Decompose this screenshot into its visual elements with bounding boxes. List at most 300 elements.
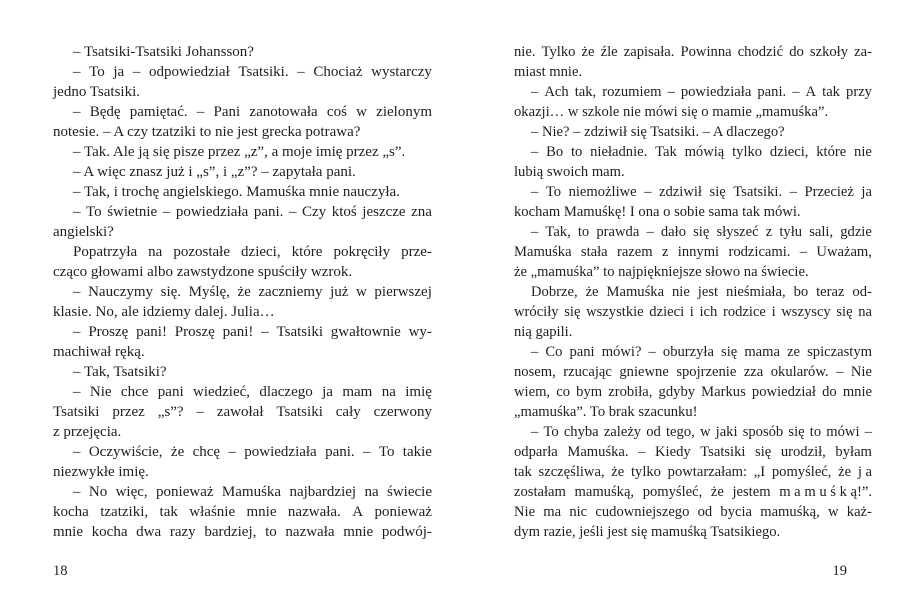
text-line: – Tak, Tsatsiki? xyxy=(73,364,167,380)
word: ja xyxy=(861,184,872,200)
text-line xyxy=(514,482,872,502)
word: mówi? xyxy=(601,344,642,360)
word: tak, xyxy=(574,84,597,100)
word: – xyxy=(799,244,808,260)
word: – xyxy=(73,324,81,340)
paragraph xyxy=(53,362,432,382)
word: się xyxy=(564,304,581,320)
word: chodzić xyxy=(737,44,784,60)
word: mama xyxy=(744,344,780,360)
word: Mamuśka xyxy=(606,284,665,300)
word: źle xyxy=(600,44,618,60)
text-line xyxy=(514,342,872,362)
paragraph xyxy=(53,162,432,182)
word: że xyxy=(611,464,625,480)
word: – xyxy=(864,424,872,440)
word: mnie xyxy=(53,524,83,540)
word: ponieważ xyxy=(156,484,214,500)
word: nieładnie. xyxy=(590,144,648,160)
word: kocha xyxy=(91,524,128,540)
word: nosem, xyxy=(514,364,556,380)
paragraph xyxy=(53,482,432,542)
word: – xyxy=(261,324,269,340)
word: dlaczego xyxy=(259,384,313,400)
word: – xyxy=(531,424,539,440)
word: – xyxy=(132,64,141,80)
word: chcę xyxy=(192,444,221,460)
text-line: machiwał ręką. xyxy=(53,344,145,360)
paragraph xyxy=(53,182,432,202)
word: Dobrze, xyxy=(531,284,578,300)
word: na xyxy=(364,484,379,500)
word: urodził, xyxy=(780,444,826,460)
word: tylko xyxy=(630,464,661,480)
word: w xyxy=(828,504,839,520)
word: zza xyxy=(743,364,764,380)
word: mnie xyxy=(246,504,277,520)
word: świetnie xyxy=(107,204,158,220)
paragraph xyxy=(514,122,872,142)
word: wiedzieć, xyxy=(192,384,251,400)
word: – xyxy=(646,224,654,240)
word: oburzyła xyxy=(662,344,714,360)
word: od xyxy=(697,504,713,520)
page-right-text xyxy=(514,42,872,542)
word: rzucając xyxy=(563,364,612,380)
word: j a xyxy=(857,464,872,480)
word: razem xyxy=(616,244,653,260)
word: tego, xyxy=(666,424,695,440)
word: – xyxy=(531,84,539,100)
word: że xyxy=(710,484,724,500)
word: słyszeć xyxy=(716,224,759,240)
word: Czy xyxy=(302,204,327,220)
word: razy xyxy=(169,524,196,540)
word: na xyxy=(148,244,163,260)
word: Nie xyxy=(89,384,112,400)
word: – xyxy=(531,344,539,360)
word: podwój- xyxy=(381,524,432,540)
word: Tak xyxy=(655,144,677,160)
word: – xyxy=(196,104,205,120)
word: zielonym xyxy=(376,104,432,120)
word: mam xyxy=(342,384,373,400)
word: mówią xyxy=(684,144,725,160)
word: ich xyxy=(699,304,718,320)
word: jestem xyxy=(732,484,771,500)
paragraph xyxy=(514,282,872,342)
word: Tsatsiki xyxy=(276,324,323,340)
word: prze- xyxy=(401,244,432,260)
word: pani! xyxy=(136,324,167,340)
text-line: nią gapili. xyxy=(514,324,573,340)
paragraph xyxy=(514,142,872,182)
word: – xyxy=(644,184,652,200)
page-number-left: 18 xyxy=(53,563,68,579)
word: na xyxy=(381,384,396,400)
word: powiedziała xyxy=(175,204,249,220)
word: – xyxy=(667,84,675,100)
word: że xyxy=(838,464,852,480)
word: się xyxy=(693,224,710,240)
word: wszyscy xyxy=(781,304,831,320)
text-line xyxy=(514,362,872,382)
word: to xyxy=(577,224,590,240)
word: powiedziała xyxy=(680,84,752,100)
word: pani. xyxy=(253,204,284,220)
word: prawda xyxy=(596,224,640,240)
word: To xyxy=(543,424,559,440)
word: To xyxy=(86,204,102,220)
text-line xyxy=(53,402,432,422)
text-line xyxy=(53,242,432,262)
word: Pani xyxy=(213,104,241,120)
word: na xyxy=(858,304,872,320)
text-line: notesie. – A czy tzatziki to nie jest grecka potrawa? xyxy=(53,124,361,140)
text-line xyxy=(53,102,432,122)
word: – xyxy=(73,284,81,300)
paragraph xyxy=(514,342,872,422)
word: ja xyxy=(322,384,333,400)
word: wszystkie xyxy=(586,304,644,320)
word: przez xyxy=(112,404,145,420)
word: Będę xyxy=(89,104,121,120)
word: – xyxy=(648,344,656,360)
word: odparła xyxy=(514,444,558,460)
word: pani. xyxy=(757,84,787,100)
word: Mamuśka xyxy=(221,484,282,500)
word: w xyxy=(356,104,367,120)
text-line xyxy=(514,142,872,162)
word: – xyxy=(792,84,800,100)
word: jaki xyxy=(715,424,738,440)
page-number-right: 19 xyxy=(832,563,847,579)
word: zrobiła, xyxy=(608,384,653,400)
word: zaczniemy xyxy=(258,284,323,300)
word: chce xyxy=(120,384,149,400)
paragraph xyxy=(53,62,432,102)
word: – xyxy=(362,444,371,460)
word: ja xyxy=(113,64,125,80)
word: nie. xyxy=(514,44,536,60)
word: powiedział xyxy=(751,384,816,400)
word: Ach xyxy=(544,84,569,100)
text-line xyxy=(53,502,432,522)
paragraph xyxy=(53,202,432,242)
word: pani! xyxy=(222,324,254,340)
word: w xyxy=(699,424,711,440)
word: To xyxy=(89,64,105,80)
word: nazwała xyxy=(285,524,335,540)
word: zanotowała xyxy=(249,104,318,120)
word: Markus xyxy=(701,384,746,400)
word: sposób xyxy=(742,424,784,440)
word: – xyxy=(531,224,539,240)
word: okularów. xyxy=(770,364,829,380)
word: Myślę, xyxy=(188,284,230,300)
text-line xyxy=(514,422,872,442)
word: pokręciły xyxy=(333,244,391,260)
word: powtarzałam: xyxy=(667,464,748,480)
word: – xyxy=(73,384,81,400)
word: tzatziki, xyxy=(100,504,149,520)
word: – xyxy=(73,64,81,80)
paragraph xyxy=(514,42,872,82)
word: ma xyxy=(543,504,562,520)
word: m a m u ś k ą!”. xyxy=(779,484,872,500)
word: pani xyxy=(157,384,184,400)
word: Powinna xyxy=(680,44,732,60)
word: czerwony xyxy=(373,404,432,420)
word: że xyxy=(170,444,185,460)
text-line xyxy=(514,302,872,322)
paragraph xyxy=(53,242,432,282)
word: od- xyxy=(852,284,872,300)
text-line: – Tak, i trochę angielskiego. Mamuśka mnie nauczyła. xyxy=(73,184,400,200)
word: – xyxy=(531,144,539,160)
word: Przecież xyxy=(804,184,854,200)
word: Tylko xyxy=(541,44,576,60)
text-line: że „mamuśka” to najpiękniejsze słowo na świecie. xyxy=(514,264,809,280)
word: rozumiem xyxy=(602,84,662,100)
text-line xyxy=(514,382,872,402)
text-line xyxy=(514,222,872,242)
word: – xyxy=(789,184,797,200)
word: gwałtownie xyxy=(330,324,401,340)
word: Oczywiście, xyxy=(88,444,163,460)
word: A xyxy=(805,84,817,100)
word: tyłu xyxy=(779,224,803,240)
word: „s”? xyxy=(157,404,184,420)
word: cały xyxy=(335,404,361,420)
word: i xyxy=(771,304,776,320)
word: rodzice xyxy=(722,304,766,320)
text-line xyxy=(53,382,432,402)
word: Tsatsiki. xyxy=(238,64,289,80)
word: Kiedy xyxy=(655,444,691,460)
word: Tak, xyxy=(545,224,571,240)
word: Uważam, xyxy=(816,244,872,260)
word: się xyxy=(721,344,738,360)
word: świecie xyxy=(387,484,432,500)
text-line xyxy=(514,82,872,102)
word: A xyxy=(352,504,364,520)
word: powiedziała xyxy=(244,444,317,460)
word: To xyxy=(378,444,395,460)
word: pamiętać. xyxy=(129,104,188,120)
word: „I xyxy=(753,464,766,480)
word: zostałam xyxy=(514,484,566,500)
word: co xyxy=(556,384,570,400)
word: szkoły xyxy=(809,44,849,60)
word: Tsatsiki. xyxy=(733,184,783,200)
paragraph xyxy=(514,182,872,222)
word: sali, xyxy=(809,224,834,240)
word: jest xyxy=(697,284,719,300)
word: innymi xyxy=(677,244,720,260)
paragraph xyxy=(514,222,872,282)
word: się. xyxy=(160,284,182,300)
word: bycia xyxy=(720,504,753,520)
word: zawołał xyxy=(216,404,264,420)
word: spiczastym xyxy=(807,344,872,360)
word: mamuśką, xyxy=(760,504,820,520)
word: każ- xyxy=(846,504,872,520)
word: pozostałe xyxy=(173,244,231,260)
text-line xyxy=(514,182,872,202)
word: jeszcze xyxy=(362,204,406,220)
word: takie xyxy=(402,444,432,460)
text-line: okazji… w szkole nie mówi się o mamie „mamuśka”. xyxy=(514,104,829,120)
word: mnie xyxy=(343,524,374,540)
word: z xyxy=(765,224,773,240)
word: Chociaż xyxy=(313,64,363,80)
word: od xyxy=(646,424,661,440)
word: się xyxy=(755,444,772,460)
text-line: kocham Mamuśkę! I ona o sobie sama tak mówi. xyxy=(514,204,801,220)
text-line xyxy=(53,202,432,222)
word: zdziwił xyxy=(659,184,702,200)
word: Mamuśka. xyxy=(567,444,629,460)
text-line xyxy=(53,482,432,502)
word: to xyxy=(809,424,822,440)
word: To xyxy=(545,184,562,200)
text-line: klasie. No, ale idziemy dalej. Julia… xyxy=(53,304,275,320)
word: które xyxy=(291,244,323,260)
word: szczęśliwa, xyxy=(538,464,605,480)
word: gdyby xyxy=(658,384,696,400)
word: nazwała. xyxy=(287,504,341,520)
word: tak xyxy=(159,504,178,520)
word: właśnie xyxy=(189,504,236,520)
word: nic xyxy=(569,504,588,520)
word: Tsatsiki xyxy=(276,404,323,420)
word: mówi xyxy=(826,424,860,440)
word: się xyxy=(709,184,726,200)
text-line xyxy=(514,502,872,522)
word: do xyxy=(822,384,837,400)
text-line: niezwykłe imię. xyxy=(53,464,149,480)
word: bardziej, xyxy=(204,524,257,540)
word: – xyxy=(836,364,844,380)
word: – xyxy=(162,204,171,220)
paragraph xyxy=(53,142,432,162)
word: byłam xyxy=(835,444,872,460)
text-line xyxy=(514,282,872,302)
word: zna xyxy=(411,204,432,220)
word: spojrzenie xyxy=(676,364,737,380)
word: pomyśleć, xyxy=(771,464,832,480)
word: że xyxy=(585,284,599,300)
paragraph xyxy=(53,42,432,62)
word: już xyxy=(330,284,349,300)
word: stała xyxy=(580,244,608,260)
text-line xyxy=(514,462,872,482)
word: pomyśleć, xyxy=(642,484,703,500)
word: to xyxy=(570,144,583,160)
word: Nauczymy xyxy=(88,284,154,300)
word: w xyxy=(355,284,367,300)
text-line xyxy=(514,442,872,462)
text-line: – Tak. Ale ją się pisze przez „z”, a moje imię przez „s”. xyxy=(73,144,406,160)
word: dzieci, xyxy=(769,144,809,160)
word: pierwszej xyxy=(374,284,432,300)
word: tak xyxy=(514,464,532,480)
word: gdzie xyxy=(840,224,872,240)
word: – xyxy=(73,204,81,220)
word: przy xyxy=(846,84,872,100)
word: Nie xyxy=(514,504,536,520)
word: chyba xyxy=(563,424,599,440)
word: – xyxy=(638,444,646,460)
word: – xyxy=(73,484,81,500)
word: Tsatsiki xyxy=(53,404,100,420)
paragraph xyxy=(53,282,432,322)
text-line: „mamuśka”. To brak szacunku! xyxy=(514,404,698,420)
word: zależy xyxy=(603,424,642,440)
text-line xyxy=(53,282,432,302)
text-line xyxy=(53,522,432,542)
word: bo xyxy=(793,284,809,300)
word: wystarczy xyxy=(371,64,432,80)
word: Bo xyxy=(546,144,564,160)
page-left-text xyxy=(53,42,432,542)
word: No xyxy=(88,484,108,500)
text-line: jedno Tsatsiki. xyxy=(53,84,141,100)
word: imię xyxy=(405,384,432,400)
word: które xyxy=(816,144,847,160)
paragraph xyxy=(514,82,872,122)
word: wróciły xyxy=(514,304,559,320)
paragraph xyxy=(514,422,872,542)
word: bym xyxy=(576,384,603,400)
word: rodzicami. xyxy=(728,244,791,260)
word: Proszę xyxy=(88,324,129,340)
paragraph xyxy=(53,382,432,442)
word: do xyxy=(789,44,804,60)
paragraph xyxy=(53,102,432,142)
text-line xyxy=(53,62,432,82)
text-line: – Tsatsiki-Tsatsiki Johansson? xyxy=(73,44,254,60)
word: tylko xyxy=(732,144,763,160)
text-line xyxy=(53,322,432,342)
word: coś xyxy=(326,104,347,120)
word: nieśmiała, xyxy=(726,284,786,300)
paragraph xyxy=(53,442,432,482)
word: zapisała. xyxy=(623,44,675,60)
word: nie xyxy=(672,284,690,300)
word: – xyxy=(297,64,305,80)
word: odpowiedział xyxy=(148,64,230,80)
word: się xyxy=(788,424,805,440)
text-line: z przejęcia. xyxy=(53,424,122,440)
word: – xyxy=(228,444,236,460)
word: to xyxy=(265,524,277,540)
word: – xyxy=(288,204,297,220)
word: nie xyxy=(854,144,872,160)
word: mnie xyxy=(842,384,872,400)
word: kocha xyxy=(53,504,89,520)
word: gniewne xyxy=(619,364,669,380)
word: Mamuśka xyxy=(514,244,572,260)
text-line: – Nie? – zdziwił się Tsatsiki. – A dlaczego? xyxy=(531,124,785,140)
word: Nie xyxy=(850,364,872,380)
text-line xyxy=(514,42,872,62)
word: że xyxy=(237,284,251,300)
text-line xyxy=(514,242,872,262)
text-line: miast mnie. xyxy=(514,64,583,80)
word: mamuśką, xyxy=(574,484,635,500)
